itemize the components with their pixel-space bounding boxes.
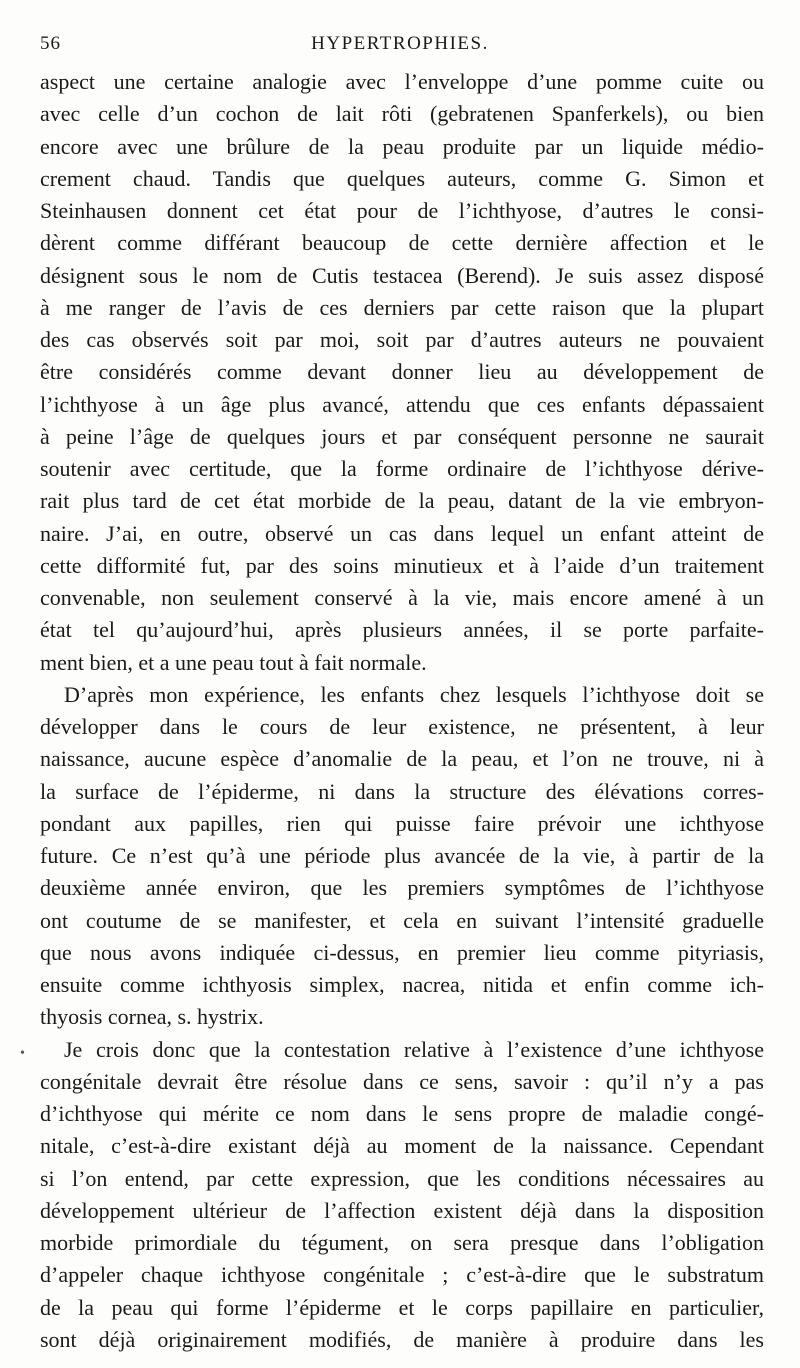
- text-line: naire. J’ai, en outre, observé un cas dans lequel un enfant atteint de: [40, 520, 764, 546]
- margin-dot: •: [20, 1046, 25, 1061]
- text-line: encore avec une brûlure de la peau produite par un liquide médio-: [40, 133, 764, 159]
- text-line: état tel qu’aujourd’hui, après plusieurs années, il se porte parfaite-: [40, 617, 764, 643]
- text-line: aspect une certaine analogie avec l’enveloppe d’une pomme cuite ou: [40, 69, 764, 94]
- text-line: développer dans le cours de leur existence, ne présentent, à leur: [40, 714, 764, 739]
- text-line: si l’on entend, par cette expression, que les conditions nécessaires au: [40, 1165, 764, 1191]
- text-line: désignent sous le nom de Cutis testacea (Berend). Je suis assez disposé: [40, 262, 764, 288]
- text-line: d’ichthyose qui mérite ce nom dans le sens propre de maladie congé-: [40, 1101, 764, 1126]
- text-line: Steinhausen donnent cet état pour de l’ichthyose, d’autres le consi-: [40, 198, 764, 223]
- running-title: HYPERTROPHIES.: [311, 33, 489, 54]
- text-line: ensuite comme ichthyosis simplex, nacrea, nitida et enfin comme ich-: [40, 972, 764, 997]
- text-line: avec celle d’un cochon de lait rôti (gebratenen Spanferkels), ou bien: [40, 101, 764, 127]
- text-line: la surface de l’épiderme, ni dans la structure des élévations corres-: [40, 778, 764, 804]
- text-line: future. Ce n’est qu’à une période plus avancée de la vie, à partir de la: [40, 843, 764, 868]
- text-line: dèrent comme différant beaucoup de cette dernière affection et le: [40, 230, 764, 256]
- text-line: Je crois donc que la contestation relative à l’existence d’une ichthyose: [64, 1036, 764, 1062]
- text-line: de la peau qui forme l’épiderme et le corps papillaire en particulier,: [40, 1294, 764, 1320]
- text-line: congénitale devrait être résolue dans ce sens, savoir : qu’il n’y a pas: [40, 1068, 764, 1094]
- text-line: que nous avons indiquée ci-dessus, en premier lieu comme pityriasis,: [40, 939, 764, 965]
- text-line: soutenir avec certitude, que la forme ordinaire de l’ichthyose dérive-: [40, 456, 764, 481]
- text-line: D’après mon expérience, les enfants chez lesquels l’ichthyose doit se: [64, 681, 764, 707]
- body-text: [40, 66, 764, 1356]
- text-line: l’ichthyose à un âge plus avancé, attendu que ces enfants dépassaient: [40, 391, 764, 417]
- text-line: ment bien, et a une peau tout à fait normale.: [40, 649, 427, 675]
- text-line: nitale, c’est-à-dire existant déjà au moment de la naissance. Cependant: [40, 1133, 764, 1159]
- text-line: à me ranger de l’avis de ces derniers par cette raison que la plupart: [40, 294, 764, 320]
- text-line: sont déjà originairement modifiés, de manière à produire dans les: [40, 1326, 764, 1352]
- text-line: ont coutume de se manifester, et cela en suivant l’intensité graduelle: [40, 907, 764, 933]
- text-line: cette difformité fut, par des soins minutieux et à l’aide d’un traitement: [40, 552, 764, 578]
- text-line: naissance, aucune espèce d’anomalie de la peau, et l’on ne trouve, ni à: [40, 746, 764, 772]
- text-line: être considérés comme devant donner lieu au développement de: [40, 359, 764, 385]
- text-line: deuxième année environ, que les premiers symptômes de l’ichthyose: [40, 875, 764, 901]
- text-line: à peine l’âge de quelques jours et par conséquent personne ne saurait: [40, 423, 764, 449]
- text-line: morbide primordiale du tégument, on sera presque dans l’obligation: [40, 1230, 764, 1255]
- running-head: [40, 33, 760, 59]
- text-line: développement ultérieur de l’affection existent déjà dans la disposition: [40, 1197, 764, 1223]
- text-line: rait plus tard de cet état morbide de la peau, datant de la vie embryon-: [40, 488, 764, 514]
- page-number: 56: [40, 33, 61, 54]
- text-line: pondant aux papilles, rien qui puisse faire prévoir une ichthyose: [40, 810, 764, 836]
- text-line: d’appeler chaque ichthyose congénitale ; c’est-à-dire que le substratum: [40, 1262, 764, 1288]
- text-line: crement chaud. Tandis que quelques auteurs, comme G. Simon et: [40, 165, 764, 191]
- text-line: des cas observés soit par moi, soit par d’autres auteurs ne pouvaient: [40, 327, 764, 352]
- text-line: convenable, non seulement conservé à la vie, mais encore amené à un: [40, 585, 764, 610]
- text-line: thyosis cornea, s. hystrix.: [40, 1004, 264, 1030]
